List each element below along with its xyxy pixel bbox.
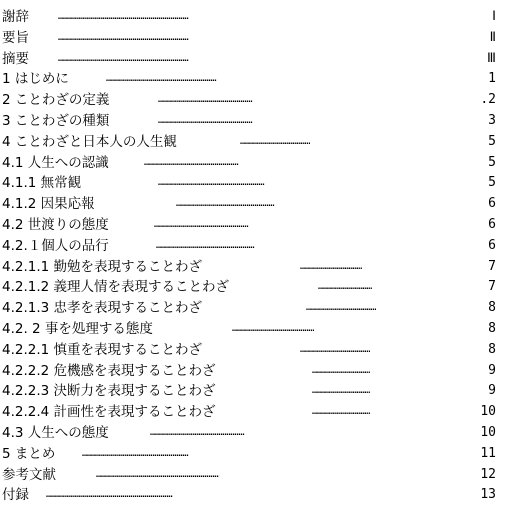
- toc-entry-page: .2: [480, 92, 496, 108]
- toc-entry[interactable]: [0, 90, 507, 110]
- toc-entry-title: 1 はじめに: [2, 71, 69, 88]
- toc-entry[interactable]: [0, 402, 507, 422]
- toc-leader-dots: ……………………………………: [312, 385, 369, 397]
- toc-entry-title: 4.1 人生への認識: [2, 154, 109, 171]
- toc-leader-dots: ………………………………………………………………………: [106, 73, 215, 85]
- toc-entry[interactable]: [0, 444, 507, 464]
- toc-leader-dots: …………………………………………………………………………………: [46, 489, 171, 501]
- toc-entry[interactable]: [0, 236, 507, 256]
- toc-entry[interactable]: [0, 194, 507, 214]
- toc-entry[interactable]: [0, 361, 507, 381]
- toc-entry[interactable]: [0, 485, 507, 505]
- toc-entry-page: 11: [480, 445, 496, 461]
- toc-entry-title: 4.2.1.2 義理人情を表現することわざ: [2, 279, 230, 296]
- toc-entry-title: 4.2.1.3 忠孝を表現することわざ: [2, 300, 203, 317]
- toc-leader-dots: ……………………………………………………………: [154, 219, 247, 230]
- toc-entry-page: 8: [488, 321, 496, 336]
- toc-entry-title: 付録: [2, 487, 29, 504]
- toc-entry-title: 4.2.2.1 慎重を表現することわざ: [2, 341, 203, 358]
- toc-leader-dots: ……………………………………………………………: [158, 115, 251, 126]
- toc-entry[interactable]: [0, 257, 507, 277]
- toc-leader-dots: ……………………………………: [312, 364, 369, 376]
- toc-leader-dots: ……………………………………: [312, 406, 369, 418]
- toc-entry-title: 2 ことわざの定義: [2, 92, 110, 109]
- toc-leader-dots: ……………………………………………………………………: [82, 447, 187, 459]
- toc-entry-title: 4.2.2.3 決断力を表現することわざ: [2, 383, 216, 400]
- toc-entry-page: 7: [488, 258, 496, 274]
- toc-entry[interactable]: [0, 49, 507, 69]
- toc-entry-page: 10: [480, 404, 496, 420]
- toc-entry[interactable]: [0, 28, 507, 48]
- toc-entry-title: 4.2 世渡りの態度: [2, 217, 109, 233]
- toc-entry-title: 4.2.１個人の品行: [2, 237, 109, 254]
- toc-leader-dots: ……………………………………………………………………………………: [58, 52, 187, 64]
- toc-entry-title: 4 ことわざと日本人の人生観: [2, 133, 177, 150]
- toc-entry[interactable]: [0, 340, 507, 360]
- toc-entry-title: 謝辞: [2, 9, 29, 25]
- toc-entry-page: 5: [488, 154, 496, 170]
- toc-entry[interactable]: [0, 132, 507, 152]
- toc-entry-page: 3: [488, 113, 496, 128]
- toc-entry-page: 1: [488, 71, 496, 87]
- toc-entry-page: Ⅰ: [492, 9, 496, 24]
- toc-leader-dots: ………………………………………………………………………………: [96, 468, 217, 480]
- toc-entry-title: 4.2.2.4 計画性を表現することわざ: [2, 404, 216, 421]
- toc-entry-page: 13: [480, 487, 496, 503]
- toc-entry[interactable]: [0, 153, 507, 173]
- toc-leader-dots: ……………………………………………………………: [158, 94, 251, 106]
- toc-entry-page: 8: [488, 341, 496, 357]
- toc-leader-dots: ………………………………………: [300, 260, 361, 272]
- toc-entry-title: 4.1.1 無常観: [2, 175, 82, 192]
- toc-entry-page: 12: [480, 466, 496, 482]
- toc-entry-title: 5 まとめ: [2, 445, 56, 462]
- toc-entry-page: 6: [488, 217, 496, 232]
- toc-entry[interactable]: [0, 381, 507, 401]
- toc-entry[interactable]: [0, 7, 507, 27]
- toc-entry[interactable]: [0, 215, 507, 235]
- toc-leader-dots: …………………………………: [318, 281, 371, 293]
- toc-leader-dots: ……………………………………………: [240, 135, 309, 147]
- toc-entry-page: 10: [480, 425, 496, 440]
- toc-entry-title: 摘要: [2, 50, 29, 67]
- toc-entry-title: 要旨: [2, 29, 29, 46]
- toc-entry[interactable]: [0, 111, 507, 131]
- toc-leader-dots: ……………………………………………………………: [150, 427, 243, 438]
- toc-entry-page: Ⅱ: [489, 29, 496, 45]
- toc-leader-dots: ……………………………………………………………………………………: [58, 31, 187, 43]
- toc-leader-dots: ……………………………………………: [300, 343, 369, 355]
- toc-entry[interactable]: [0, 173, 507, 193]
- toc-entry-page: 9: [488, 362, 496, 378]
- toc-leader-dots: ………………………………………………………………: [156, 239, 253, 251]
- toc-entry-page: 8: [488, 300, 496, 316]
- toc-entry-title: 参考文献: [2, 466, 56, 483]
- toc-entry-page: 6: [488, 237, 496, 253]
- toc-entry-title: 4.2.1.1 勤勉を表現することわざ: [2, 258, 203, 275]
- toc-entry-page: 7: [488, 279, 496, 295]
- toc-entry-page: 5: [488, 133, 496, 149]
- toc-entry[interactable]: [0, 298, 507, 318]
- toc-entry[interactable]: [0, 423, 507, 443]
- toc-entry-title: 4.1.2 因果応報: [2, 196, 95, 213]
- toc-leader-dots: ………………………………………………………………: [176, 198, 273, 210]
- toc-entry-page: 6: [488, 196, 496, 212]
- toc-leader-dots: ……………………………………………………………………………………: [58, 11, 187, 22]
- toc-leader-dots: ……………………………………………: [306, 302, 375, 314]
- toc-entry[interactable]: [0, 319, 507, 339]
- toc-entry-title: 3 ことわざの種類: [2, 113, 110, 129]
- toc-entry-title: 4.2. 2 事を処理する態度: [2, 321, 153, 337]
- toc-leader-dots: ……………………………………………………: [232, 323, 313, 334]
- toc-entry-title: 4.3 人生への態度: [2, 425, 109, 441]
- toc-entry[interactable]: [0, 277, 507, 297]
- toc-entry[interactable]: [0, 465, 507, 485]
- toc-entry-page: 5: [488, 175, 496, 191]
- toc-leader-dots: ……………………………………………………………: [144, 156, 237, 168]
- toc-entry-page: 9: [488, 383, 496, 399]
- toc-leader-dots: ……………………………………………………………………: [158, 177, 263, 189]
- toc-entry-title: 4.2.2.2 危機感を表現することわざ: [2, 362, 216, 379]
- toc-entry-page: Ⅲ: [487, 50, 496, 66]
- toc-entry[interactable]: [0, 69, 507, 89]
